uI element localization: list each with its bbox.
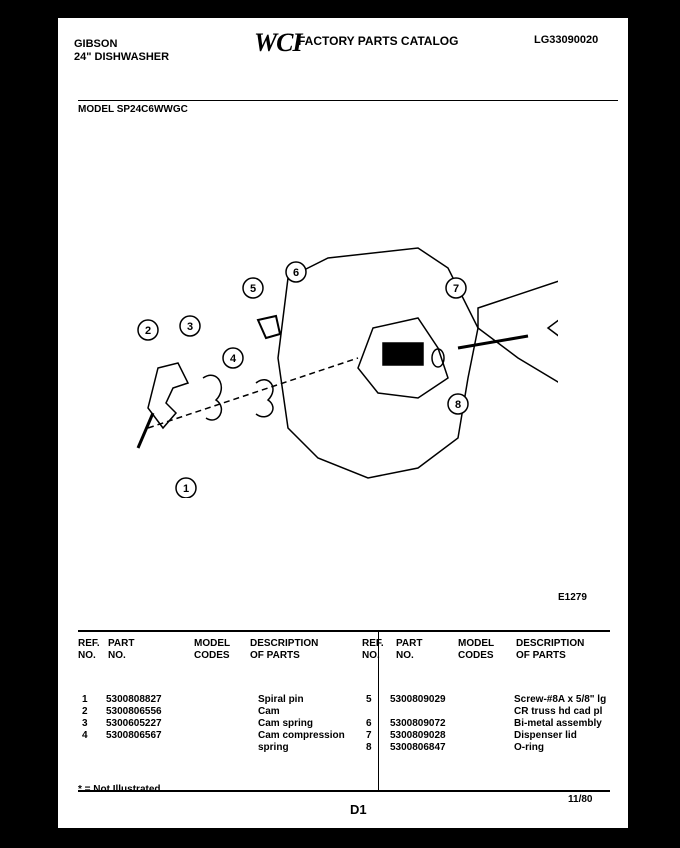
table-cell: CR truss hd cad pl <box>514 706 603 717</box>
table-cell: 5300605227 <box>106 718 162 729</box>
callout-label: 5 <box>249 283 257 295</box>
header-part-right: PART NO. <box>396 638 423 661</box>
parts-table <box>78 630 610 792</box>
brand-name: GIBSON <box>74 38 118 50</box>
header-model: MODEL CODES <box>194 638 231 661</box>
table-cell: 5 <box>366 694 372 705</box>
table-cell <box>106 742 162 754</box>
right-ref-column <box>366 694 390 754</box>
table-cell: 5300806847 <box>390 742 446 753</box>
exploded-parts-diagram <box>118 238 558 498</box>
table-cell: 3 <box>82 718 88 729</box>
wci-logo: WCI <box>254 28 302 57</box>
table-cell: 5300809028 <box>390 730 446 741</box>
table-cell <box>366 706 390 718</box>
table-cell <box>82 742 106 754</box>
callout-label: 3 <box>186 321 194 333</box>
left-desc-column <box>258 694 345 754</box>
table-cell: 5300806567 <box>106 730 162 741</box>
catalog-title: FACTORY PARTS CATALOG <box>298 34 459 48</box>
screw-shape <box>258 316 280 338</box>
header-desc: DESCRIPTION OF PARTS <box>250 638 319 661</box>
table-cell: spring <box>258 742 289 753</box>
callout-label: 7 <box>452 283 460 295</box>
header-ref-right: REF. NO. <box>362 638 384 661</box>
table-cell: Screw-#8A x 5/8" lg <box>514 694 607 705</box>
table-cell <box>390 706 446 718</box>
header-divider <box>78 100 618 101</box>
table-cell: 4 <box>82 730 88 741</box>
spiral-pin-shape <box>138 413 153 448</box>
cam-spring-shape <box>203 375 221 420</box>
header-ref: REF. NO. <box>78 638 100 661</box>
table-cell: 8 <box>366 742 372 753</box>
callout-label: 2 <box>144 325 152 337</box>
left-part-column <box>106 694 162 754</box>
table-cell: Dispenser lid <box>514 730 577 741</box>
table-cell: 6 <box>366 718 372 729</box>
header-part: PART NO. <box>108 638 135 661</box>
callout-label: 6 <box>292 267 300 279</box>
left-ref-column <box>82 694 106 754</box>
figure-code: E1279 <box>558 592 587 603</box>
header-model-right: MODEL CODES <box>458 638 495 661</box>
table-cell: 5300809029 <box>390 694 446 705</box>
page-number: D1 <box>350 802 367 817</box>
table-cell: Cam spring <box>258 718 314 729</box>
callout-label: 1 <box>182 483 190 495</box>
table-cell: 2 <box>82 706 88 717</box>
compression-spring-shape <box>256 380 273 417</box>
table-cell: 1 <box>82 694 88 705</box>
product-name: 24" DISHWASHER <box>74 51 170 63</box>
table-cell: Cam <box>258 706 280 717</box>
not-illustrated-note: * = Not Illustrated <box>78 784 161 795</box>
catalog-page <box>58 18 628 828</box>
right-part-column <box>390 694 446 754</box>
bi-metal-core <box>383 343 423 365</box>
dispenser-lid-shape <box>478 278 558 388</box>
table-cell: 5300806556 <box>106 706 162 717</box>
table-cell: Cam compression <box>258 730 345 741</box>
callout-label: 4 <box>229 353 237 365</box>
catalog-number: LG33090020 <box>534 34 599 46</box>
cam-shape <box>148 363 188 428</box>
table-cell: 5300808827 <box>106 694 162 705</box>
callout-label: 8 <box>454 399 462 411</box>
catalog-date: 11/80 <box>568 794 593 805</box>
table-cell: Spiral pin <box>258 694 304 705</box>
table-cell: Bi-metal assembly <box>514 718 602 729</box>
right-desc-column <box>514 694 606 754</box>
header-desc-right: DESCRIPTION OF PARTS <box>516 638 585 661</box>
table-cell: 5300809072 <box>390 718 446 729</box>
table-cell: 7 <box>366 730 372 741</box>
model-label: MODEL SP24C6WWGC <box>78 104 188 115</box>
table-cell: O-ring <box>514 742 544 753</box>
